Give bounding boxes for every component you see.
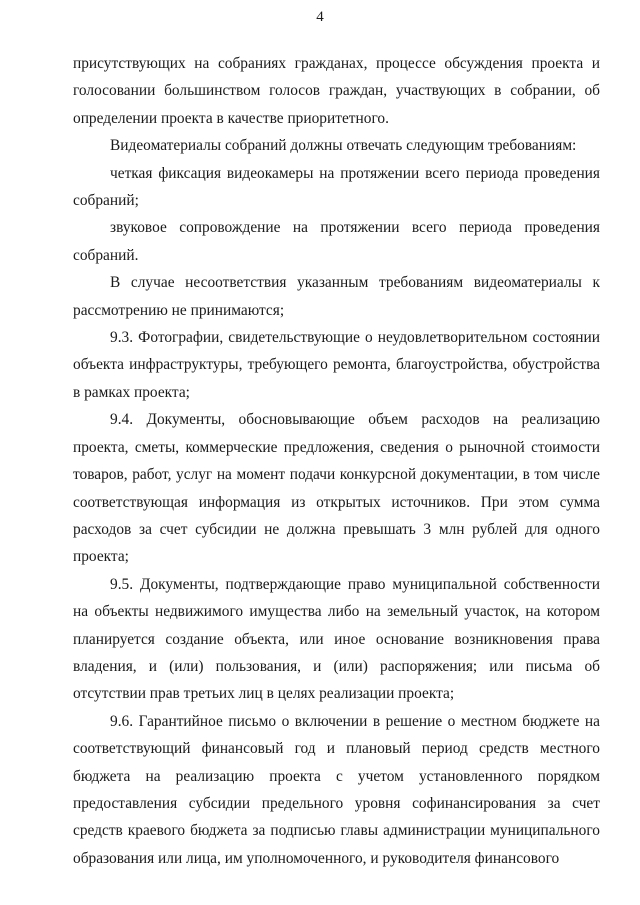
- paragraph-video-requirements: Видеоматериалы собраний должны отвечать следующим требованиям:: [110, 137, 577, 155]
- paragraph-camera-fixation: четкая фиксация видеокамеры на протяжении всего периода проведения собраний;: [73, 164, 600, 210]
- paragraph-continuation: присутствующих на собраниях гражданах, процессе обсуждения проекта и голосовании большинством голосов граждан, участвующих в собрании, об определении проекта в качестве приоритетного.: [73, 55, 600, 127]
- paragraph-noncompliance: В случае несоответствия указанным требованиям видеоматериалы к рассмотрению не принимаются;: [73, 274, 600, 319]
- paragraph-9-6: 9.6. Гарантийное письмо о включении в решение о местном бюджете на соответствующий финансовый год и плановый период средств местного бюджета на реализацию проекта с учетом установленного порядком предоставления субсидии предельного уровня софинансирования за счет средств краевого бюджета за подписью главы администрации муниципального образования или лица, им уполномоченного, и руководителя финансового: [73, 712, 600, 867]
- paragraph-sound: звуковое сопровождение на протяжении всего периода проведения собраний.: [73, 219, 600, 264]
- page-number: 4: [316, 9, 324, 25]
- paragraph-9-3: 9.3. Фотографии, свидетельствующие о неудовлетворительном состоянии объекта инфраструктуры, требующего ремонта, благоустройства, обустройства в рамках проекта;: [73, 329, 600, 401]
- paragraph-9-4: 9.4. Документы, обосновывающие объем расходов на реализацию проекта, сметы, коммерческие предложения, сведения о рыночной стоимости товаров, работ, услуг на момент подачи конкурсной документации, в том числе соответствующая информация из открытых источников. При этом сумма расходов за счет субсидии не должна превышать 3 млн рублей для одного проекта;: [73, 411, 600, 566]
- document-body: [73, 50, 600, 872]
- paragraph-9-5: 9.5. Документы, подтверждающие право муниципальной собственности на объекты недвижимого имущества либо на земельный участок, на котором планируется создание объекта, или иное основание возникновения права владения, и (или) пользования, и (или) распоряжения; или письма об отсутствии прав третьих лиц в целях реализации проекта;: [73, 575, 600, 703]
